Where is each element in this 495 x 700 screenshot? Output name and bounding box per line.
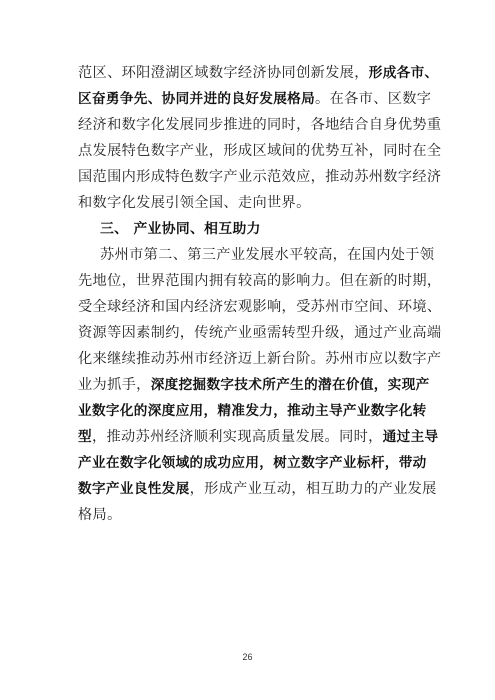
- text-line: [78, 320, 442, 346]
- bold-text: 区奋勇争先、协同并进的良好发展格局: [78, 91, 316, 107]
- text-line: [78, 164, 442, 190]
- regular-text: 点发展特色数字产业，形成区域间的优势互补，同时在全: [78, 143, 442, 159]
- regular-text: ，形成产业互动，相互助力的产业发展: [189, 481, 437, 497]
- regular-text: ，推动苏州经济顺利实现高质量发展。同时，: [91, 429, 383, 445]
- text-line: [78, 268, 442, 294]
- text-line: [78, 372, 430, 398]
- text-line: [78, 112, 442, 138]
- regular-text: 国范围内形成特色数字产业示范效应，推动苏州数字经济: [78, 169, 442, 185]
- bold-text: 产业在数字化领域的成功应用，树立数字产业标杆，带动: [78, 455, 427, 471]
- text-line: [78, 346, 442, 372]
- bold-text: 形成各市、: [368, 65, 439, 81]
- page-number: 26: [242, 652, 253, 662]
- regular-text: 和数字化发展引领全国、走向世界。: [78, 195, 311, 211]
- text-line: [78, 242, 435, 268]
- bold-text: 深度挖掘数字技术所产生的潜在价值，实现产: [150, 377, 430, 393]
- bold-text: 数字产业良性发展: [78, 481, 190, 497]
- regular-text: 范区、环阳澄湖区域数字经济协同创新发展，: [78, 65, 369, 81]
- text-line: [78, 502, 430, 528]
- bold-text: 业数字化的深度应用，精准发力，推动主导产业数字化转: [78, 403, 427, 419]
- body-text: [78, 60, 442, 528]
- section-heading: [78, 216, 430, 242]
- text-line: [78, 138, 442, 164]
- text-line: [78, 60, 439, 86]
- regular-text: 。在各市、区数字: [315, 91, 432, 107]
- bold-text: 型: [78, 429, 92, 445]
- regular-text: 资源等因素制约，传统产业亟需转型升级，通过产业高端: [78, 325, 442, 341]
- text-line: [78, 476, 437, 502]
- text-line: [78, 190, 430, 216]
- regular-text: 格局。: [78, 507, 122, 523]
- text-line: [78, 398, 430, 424]
- text-line: [78, 294, 442, 320]
- bold-text: 三、 产业协同、相互助力: [100, 221, 261, 237]
- text-line: [78, 424, 439, 450]
- regular-text: 化来继续推动苏州市经济迈上新台阶。苏州市应以数字产: [78, 351, 442, 367]
- regular-text: 业为抓手，: [78, 377, 151, 393]
- text-line: [78, 450, 430, 476]
- bold-text: 通过主导: [382, 429, 439, 445]
- regular-text: 苏州市第二、第三产业发展水平较高，在国内处于领: [100, 247, 435, 263]
- regular-text: 受全球经济和国内经济宏观影响，受苏州市空间、环境、: [78, 299, 442, 315]
- regular-text: 经济和数字化发展同步推进的同时，各地结合自身优势重: [78, 117, 442, 133]
- regular-text: 先地位，世界范围内拥有较高的影响力。但在新的时期，: [78, 273, 442, 289]
- text-line: [78, 86, 430, 112]
